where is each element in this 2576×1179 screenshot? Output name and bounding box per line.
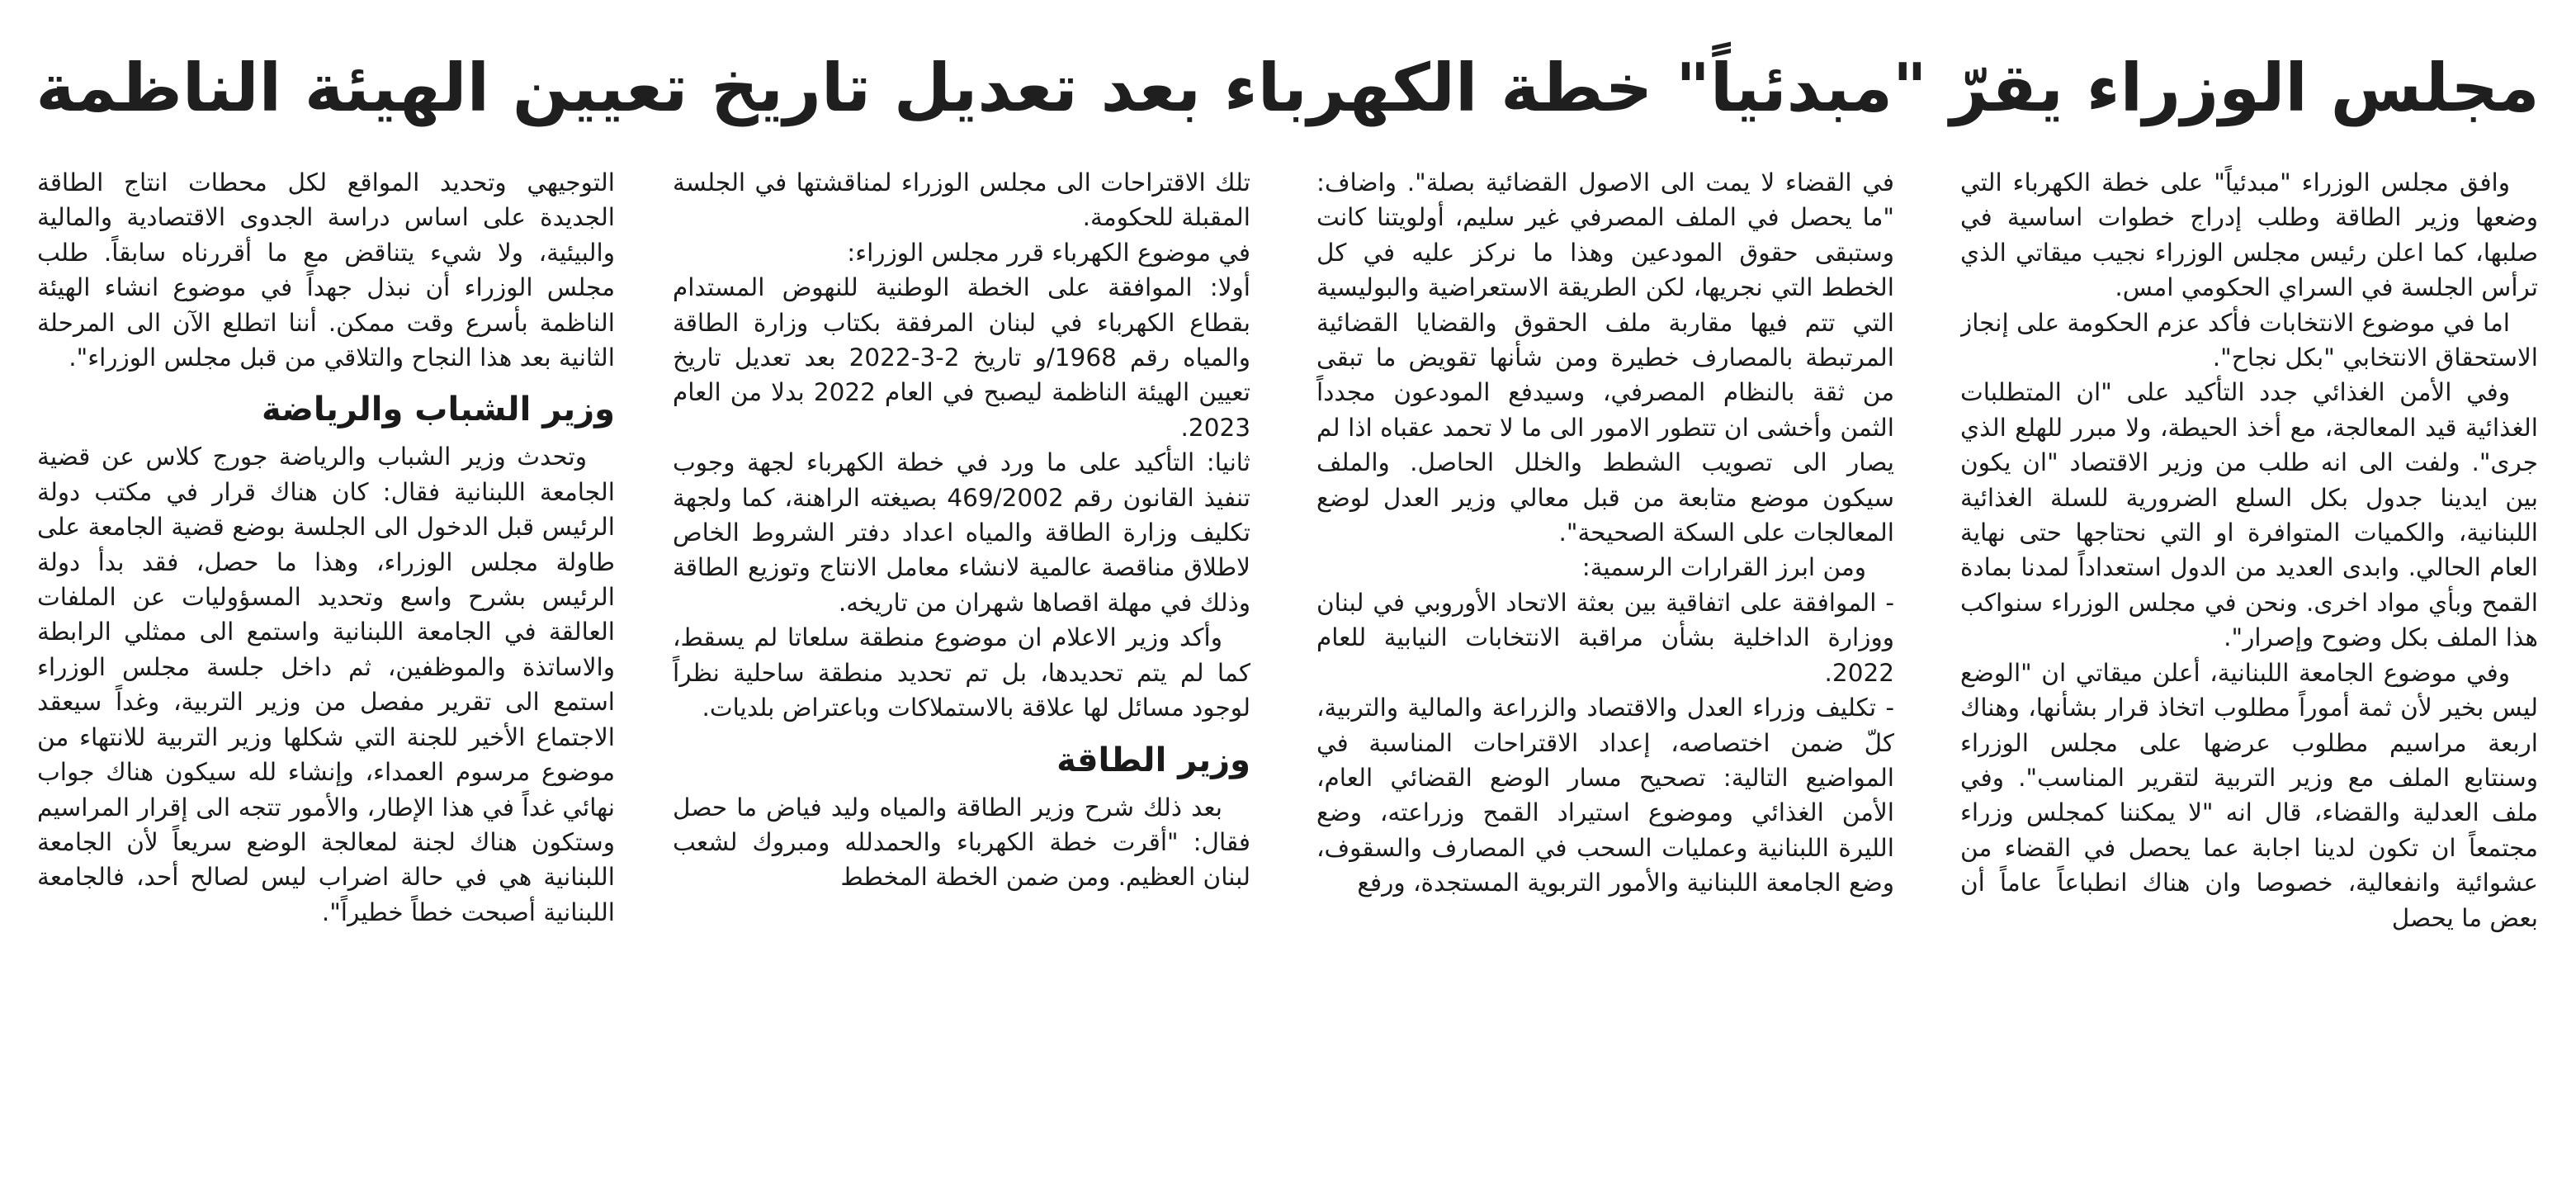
article-column-1: [1960, 165, 2538, 1139]
paragraph: - الموافقة على اتفاقية بين بعثة الاتحاد الأوروبي في لبنان ووزارة الداخلية بشأن مراقبة الانتخابات النيابية للعام 2022.: [1316, 588, 1894, 687]
paragraph: - تكليف وزراء العدل والاقتصاد والزراعة والمالية والتربية، كلّ ضمن اختصاصه، إعداد الاقتراحات المناسبة في المواضيع التالية: تصحيح مسار الوضع القضائي العام، الأمن الغذائي وموضوع استيراد القمح وزراعته، وضع الليرة اللبنانية وعمليات السحب في المصارف والسقوف، وضع الجامعة اللبنانية والأمور التربوية المستجدة، ورفع: [1316, 694, 1894, 897]
article-column-2: [1316, 165, 1894, 1139]
section-heading: وزير الطاقة: [1056, 741, 1250, 779]
paragraph: ثانيا: التأكيد على ما ورد في خطة الكهرباء لجهة وجوب تنفيذ القانون رقم 469/2002 بصيغته الراهنة، كما ولجهة تكليف وزارة الطاقة والمياه اعداد دفتر الشروط الخاص لاطلاق مناقصة عالمية لانشاء معامل الانتاج وتوزيع الطاقة وذلك في مهلة اقصاها شهران من تاريخه.: [673, 448, 1250, 617]
paragraph: ومن ابرز القرارات الرسمية:: [1581, 553, 1866, 582]
paragraph: وافق مجلس الوزراء "مبدئياً" على خطة الكهرباء التي وضعها وزير الطاقة وطلب إدراج خطوات اساسية في صلبها، كما اعلن رئيس مجلس الوزراء نجيب ميقاتي الذي ترأس الجلسة في السراي الحكومي امس.: [1960, 168, 2538, 302]
article-headline: مجلس الوزراء يقرّ "مبدئياً" خطة الكهرباء بعد تعديل تاريخ تعيين الهيئة الناظمة: [35, 50, 2540, 126]
paragraph: في القضاء لا يمت الى الاصول القضائية بصلة". واضاف: "ما يحصل في الملف المصرفي غير سليم، أولويتنا كانت وستبقى حقوق المودعين وهذا ما نركز عليه في كل الخطط التي نجريها، لكن الطريقة الاستعراضية والبوليسية التي تتم فيها مقاربة ملف الحقوق والقضايا القضائية المرتبطة بالمصارف خطيرة ومن شأنها تقويض ما تبقى من ثقة بالنظام المصرفي، وسيدفع المودعون مجدداً الثمن وأخشى ان تتطور الامور الى ما لا تحمد عقباه اذا لم يصار الى تصويب الشطط والخلل الحاصل. والملف سيكون موضع متابعة من قبل معالي وزير العدل لوضع المعالجات على السكة الصحيحة".: [1316, 168, 1894, 547]
paragraph: تلك الاقتراحات الى مجلس الوزراء لمناقشتها في الجلسة المقبلة للحكومة.: [673, 168, 1250, 232]
paragraph: أولا: الموافقة على الخطة الوطنية للنهوض المستدام بقطاع الكهرباء في لبنان المرفقة بكتاب وزارة الطاقة والمياه رقم 1968/و تاريخ 2-3-2022 بعد تعديل تاريخ تعيين الهيئة الناظمة ليصبح في العام 2022 بدلا من العام 2023.: [673, 273, 1250, 442]
paragraph: في موضوع الكهرباء قرر مجلس الوزراء:: [847, 238, 1250, 267]
paragraph: بعد ذلك شرح وزير الطاقة والمياه وليد فياض ما حصل فقال: "أقرت خطة الكهرباء والحمدلله ومبروك لشعب لبنان العظيم. ومن ضمن الخطة المخطط: [673, 793, 1250, 892]
paragraph: وفي الأمن الغذائي جدد التأكيد على "ان المتطلبات الغذائية قيد المعالجة، مع أخذ الحيطة، ولا مبرر للهلع الذي جرى". ولفت الى انه طلب من وزير الاقتصاد "ان يكون بين ايدينا جدول بكل السلع الضرورية للسلة الغذائية اللبنانية، والكميات المتوافرة او التي نحتاجها حتى نهاية العام الحالي. وابدى العديد من الدول استعداداً لمدنا بمادة القمح وبأي مواد اخرى. ونحن في مجلس الوزراء سنواكب هذا الملف بكل وضوح وإصرار".: [1960, 378, 2538, 652]
section-heading: وزير الشباب والرياضة: [261, 391, 615, 429]
article-column-4: [37, 165, 615, 1139]
paragraph: وتحدث وزير الشباب والرياضة جورج كلاس عن قضية الجامعة اللبنانية فقال: كان هناك قرار في مكتب دولة الرئيس قبل الدخول الى الجلسة بوضع قضية الجامعة على طاولة مجلس الوزراء، وهذا ما حصل، فقد بدأ دولة الرئيس بشرح واسع وتحديد المسؤوليات عن الملفات العالقة في الجامعة اللبنانية واستمع الى ممثلي الرابطة والاساتذة والموظفين، ثم داخل جلسة مجلس الوزراء استمع الى تقرير مفصل من وزير التربية، وغداً سيعقد الاجتماع الأخير للجنة التي شكلها وزير التربية للانتهاء من موضوع مرسوم العمداء، وإنشاء لله سيكون هناك جواب نهائي غداً في هذا الإطار، والأمور تتجه الى إقرار المراسيم وستكون هناك لجنة لمعالجة الوضع سريعاً لأن الجامعة اللبنانية هي في حالة اضراب ليس لصالح أحد، فالجامعة اللبنانية أصبحت خطاً خطيراً".: [37, 443, 615, 926]
paragraph: وفي موضوع الجامعة اللبنانية، أعلن ميقاتي ان "الوضع ليس بخير لأن ثمة أموراً مطلوب اتخاذ قرار بشأنها، وهناك اربعة مراسيم مطلوب عرضها على مجلس الوزراء وسنتابع الملف مع وزير التربية لتقرير المناسب". وفي ملف العدلية والقضاء، قال انه "لا يمكننا كمجلس وزراء مجتمعاً ان تكون لدينا اجابة عما يحصل في القضاء من عشوائية وانفعالية، خصوصا وان هناك انطباعاً عاماً أن بعض ما يحصل: [1960, 658, 2538, 932]
article-column-3: [673, 165, 1250, 1139]
paragraph: وأكد وزير الاعلام ان موضوع منطقة سلعاتا لم يسقط، كما لم يتم تحديدها، بل تم تحديد منطقة ساحلية نظراً لوجود مسائل لها علاقة بالاستملاكات وباعتراض بلديات.: [673, 623, 1250, 722]
paragraph: التوجيهي وتحديد المواقع لكل محطات انتاج الطاقة الجديدة على اساس دراسة الجدوى الاقتصادية والمالية والبيئية، ولا شيء يتناقض مع ما أقررناه سابقاً. طلب مجلس الوزراء أن نبذل جهداً في موضوع انشاء الهيئة الناظمة بأسرع وقت ممكن. أننا اتطلع الآن الى المرحلة الثانية بعد هذا النجاح والتلاقي من قبل مجلس الوزراء".: [37, 168, 615, 372]
paragraph: اما في موضوع الانتخابات فأكد عزم الحكومة على إنجاز الاستحقاق الانتخابي "بكل نجاح".: [1960, 308, 2538, 372]
